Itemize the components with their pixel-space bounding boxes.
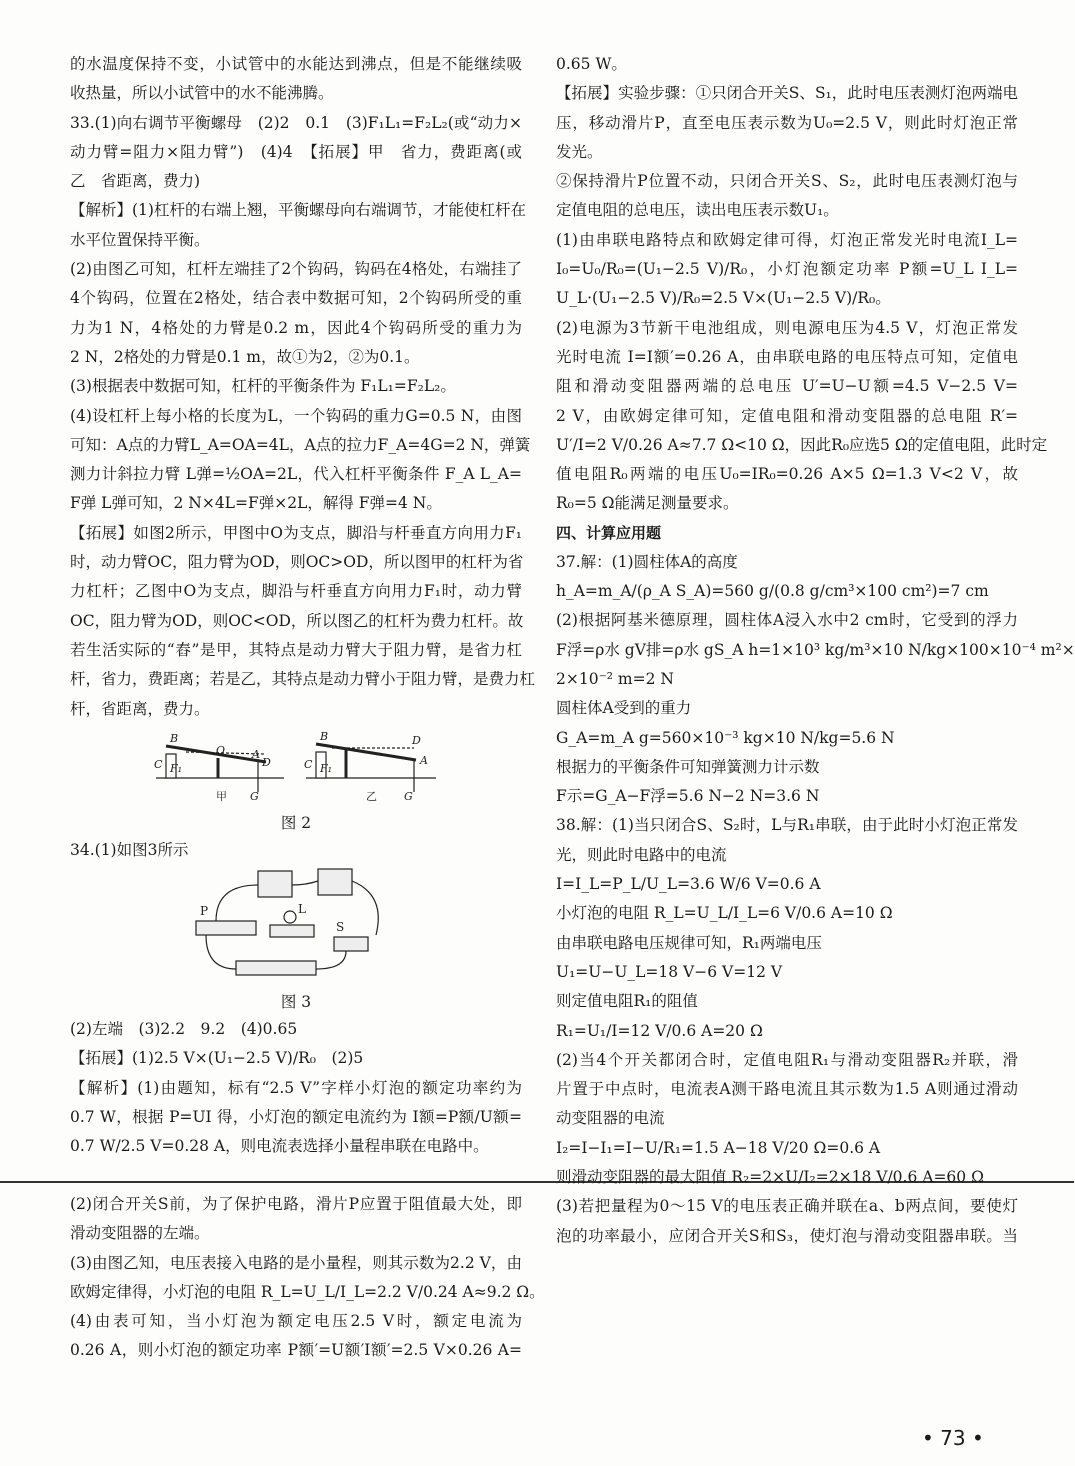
- text-line: (2)电源为3节新干电池组成，则电源电压为4.5 V，灯泡正常发: [556, 318, 1018, 337]
- fig2-label: G: [250, 789, 259, 803]
- text-line: 0.26 A，则小灯泡的额定功率 P额′=U额′I额′=2.5 V×0.26 A=: [70, 1341, 522, 1360]
- text-line: (4)设杠杆上每小格的长度为L，一个钩码的重力G=0.5 N，由图: [70, 406, 522, 425]
- text-line: 33.(1)向右调节平衡螺母 (2)2 0.1 (3)F₁L₁=F₂L₂(或“动力×: [70, 113, 522, 132]
- text-line: 4个钩码，位置在2格处，结合表中数据可知，2个钩码所受的重: [70, 289, 522, 308]
- text-line: 欧姆定律得，小灯泡的电阻 R_L=U_L/I_L=2.2 V/0.24 A≈9.2 Ω。: [70, 1282, 545, 1301]
- text-line: F示=G_A−F浮=5.6 N−2 N=3.6 N: [556, 787, 820, 806]
- fig2-label: A: [420, 753, 428, 767]
- figure-3-caption: 图 3: [280, 993, 312, 1012]
- text-line: (2)左端 (3)2.2 9.2 (4)0.65: [70, 1020, 298, 1039]
- text-line: F浮=ρ水 gV排=ρ水 gS_A h=1×10³ kg/m³×10 N/kg×100×10⁻⁴ m²×: [556, 640, 1075, 659]
- fig2-label: G: [404, 789, 413, 803]
- text-line: (3)由图乙知，电压表接入电路的是小量程，则其示数为2.2 V，由: [70, 1253, 522, 1272]
- left-column: [70, 50, 536, 1162]
- fig2-label: C: [154, 757, 163, 771]
- fig2-label: O: [216, 743, 226, 757]
- text-line: (3)若把量程为0～15 V的电压表正确并联在a、b两点间，要使灯: [556, 1197, 1018, 1216]
- text-line: 定值电阻的总电压，读出电压表示数U₁。: [556, 201, 839, 220]
- text-line: 乙 省距离，费力): [70, 172, 201, 191]
- fig2-label: C: [304, 757, 313, 771]
- text-line: 【拓展】(1)2.5 V×(U₁−2.5 V)/R₀ (2)5: [70, 1049, 364, 1068]
- fig3-label: P: [200, 904, 209, 919]
- text-line: 小灯泡的电阻 R_L=U_L/I_L=6 V/0.6 A=10 Ω: [556, 904, 893, 923]
- text-line: 滑动变阻器的左端。: [70, 1224, 210, 1243]
- right-column: [556, 50, 1075, 1251]
- text-line: 光时电流 I=I额′=0.26 A，由串联电路的电压特点可知，定值电: [556, 347, 1018, 366]
- text-line: 杆，省距离，费力。: [70, 699, 210, 718]
- text-line: 收热量，所以小试管中的水不能沸腾。: [70, 84, 334, 103]
- text-line: 可知：A点的力臂L_A=OA=4L，A点的拉力F_A=4G=2 N，弹簧: [70, 435, 531, 454]
- figure-2: [70, 724, 522, 836]
- text-line: (2)由图乙可知，杠杆左端挂了2个钩码，钩码在4格处，右端挂了: [70, 260, 522, 279]
- text-line: 2×10⁻² m=2 N: [556, 669, 674, 688]
- text-line: 的水温度保持不变，小试管中的水能达到沸点，但是不能继续吸: [70, 55, 522, 73]
- text-line: 0.7 W，根据 P=UI 得，小灯泡的额定电流约为 I额=P额/U额=: [70, 1108, 522, 1127]
- figure-3: [70, 865, 522, 1015]
- text-line: U₁=U−U_L=18 V−6 V=12 V: [556, 962, 783, 981]
- text-line: (3)根据表中数据可知，杠杆的平衡条件为 F₁L₁=F₂L₂。: [70, 377, 456, 396]
- fig3-label: L: [298, 902, 306, 917]
- text-line: 杆，省力，费距离；若是乙，其特点是动力臂小于阻力臂，是费力杠: [70, 670, 536, 689]
- text-line: 根据力的平衡条件可知弹簧测力计示数: [556, 757, 820, 776]
- text-line: (1)由串联电路特点和欧姆定律可得，灯泡正常发光时电流I_L=: [556, 230, 1018, 249]
- page-number: • 73 •: [922, 1426, 984, 1450]
- text-line: 压，移动滑片P，直至电压表示数为U₀=2.5 V，则此时灯泡正常: [556, 113, 1018, 132]
- text-line: 动变阻器的电流: [556, 1109, 665, 1128]
- text-line: 2 V，由欧姆定律可知，定值电阻和滑动变阻器的总电阻 R′=: [556, 406, 1018, 425]
- text-line: 2 N，2格处的力臂是0.1 m，故①为2，②为0.1。: [70, 347, 420, 366]
- text-line: 阻和滑动变阻器两端的总电压 U′=U−U额=4.5 V−2.5 V=: [556, 377, 1018, 396]
- fig2-label: 乙: [366, 789, 377, 803]
- text-line: 片置于中点时，电流表A测干路电流且其示数为1.5 A则通过滑动: [556, 1080, 1018, 1099]
- fig3-label: S: [336, 920, 345, 935]
- text-line: I₂=I−I₁=I−U/R₁=1.5 A−18 V/20 Ω=0.6 A: [556, 1138, 881, 1157]
- text-line: (2)当4个开关都闭合时，定值电阻R₁与滑动变阻器R₂并联，滑: [556, 1050, 1018, 1069]
- text-line: 力杠杆；乙图中O为支点，脚沿与杆垂直方向用力F₁时，动力臂: [70, 582, 522, 601]
- text-line: 力为1 N，4格处的力臂是0.2 m，因此4个钩码所受的重力为: [70, 318, 522, 337]
- text-line: 值电阻R₀两端的电压U₀=IR₀=0.26 A×5 Ω=1.3 V<2 V，故: [556, 465, 1018, 484]
- text-line: 37.解：(1)圆柱体A的高度: [556, 552, 738, 571]
- text-line: R₀=5 Ω能满足测量要求。: [556, 494, 739, 513]
- text-line: 【拓展】如图2所示，甲图中O为支点，脚沿与杆垂直方向用力F₁: [70, 523, 522, 542]
- text-line: 泡的功率最小，应闭合开关S和S₃，使灯泡与滑动变阻器串联。当: [556, 1226, 1018, 1245]
- fig2-label: F₁: [320, 761, 333, 775]
- fig2-label: D: [262, 755, 271, 769]
- text-line: 34.(1)如图3所示: [70, 840, 189, 859]
- text-line: 动力臂=阻力×阻力臂”) (4)4 【拓展】甲 省力，费距离(或: [70, 142, 522, 161]
- text-line: 0.65 W。: [556, 55, 627, 73]
- section-heading: 四、计算应用题: [556, 523, 662, 542]
- text-line: (2)根据阿基米德原理，圆柱体A浸入水中2 cm时，它受到的浮力: [556, 611, 1018, 630]
- left-column-bottom: [70, 1190, 545, 1366]
- text-line: 发光。: [556, 142, 603, 161]
- text-line: (4)由表可知，当小灯泡为额定电压2.5 V时，额定电流为: [70, 1312, 522, 1331]
- text-line: 由串联电路电压规律可知，R₁两端电压: [556, 933, 822, 952]
- text-line: (2)闭合开关S前，为了保护电路，滑片P应置于阻值最大处，即: [70, 1195, 522, 1213]
- text-line: h_A=m_A/(ρ_A S_A)=560 g/(0.8 g/cm³×100 cm²)=7 cm: [556, 582, 989, 601]
- fig2-label: B: [170, 731, 179, 745]
- text-line: 光，则此时电路中的电流: [556, 845, 727, 864]
- text-line: 圆柱体A受到的重力: [556, 699, 692, 718]
- circuit-photo: [186, 865, 406, 985]
- fig2-label: 甲: [216, 789, 227, 803]
- text-line: 测力计斜拉力臂 L弹=½OA=2L，代入杠杆平衡条件 F_A L_A=: [70, 465, 522, 484]
- text-line: I=I_L=P_L/U_L=3.6 W/6 V=0.6 A: [556, 875, 821, 894]
- text-line: 则定值电阻R₁的阻值: [556, 992, 698, 1011]
- lever-diagram: [146, 724, 446, 806]
- text-line: U′/I=2 V/0.26 A≈7.7 Ω<10 Ω，因此R₀应选5 Ω的定值电阻，此时定: [556, 435, 1048, 454]
- text-line: F弹 L弹可知，2 N×4L=F弹×2L，解得 F弹=4 N。: [70, 494, 442, 513]
- text-line: 38.解：(1)当只闭合S、S₂时，L与R₁串联，由于此时小灯泡正常发: [556, 816, 1018, 835]
- text-line: 【解析】(1)由题知，标有“2.5 V”字样小灯泡的额定功率约为: [70, 1078, 522, 1097]
- text-line: G_A=m_A g=560×10⁻³ kg×10 N/kg=5.6 N: [556, 728, 895, 747]
- fig2-label: B: [320, 729, 329, 743]
- figure-2-caption: 图 2: [280, 813, 312, 832]
- text-line: 若生活实际的“舂”是甲，其特点是动力臂大于阻力臂，是省力杠: [70, 640, 522, 659]
- text-line: I₀=U₀/R₀=(U₁−2.5 V)/R₀，小灯泡额定功率 P额=U_L I_L=: [556, 260, 1018, 279]
- text-line: 【拓展】实验步骤：①只闭合开关S、S₁，此时电压表测灯泡两端电: [556, 84, 1018, 103]
- text-line: ②保持滑片P位置不动，只闭合开关S、S₂，此时电压表测灯泡与: [556, 172, 1018, 191]
- fig2-label: D: [412, 733, 421, 747]
- text-line: 时，动力臂OC，阻力臂为OD，则OC>OD，所以图甲的杠杆为省: [70, 553, 524, 572]
- text-line: R₁=U₁/I=12 V/0.6 A=20 Ω: [556, 1021, 763, 1040]
- fig2-label: F₁: [170, 761, 183, 775]
- text-line: 水平位置保持平衡。: [70, 230, 210, 249]
- text-line: U_L·(U₁−2.5 V)/R₀=2.5 V×(U₁−2.5 V)/R₀。: [556, 289, 891, 308]
- text-line: 则滑动变阻器的最大阻值 R₂=2×U/I₂=2×18 V/0.6 A=60 Ω: [556, 1167, 984, 1186]
- text-line: OC，阻力臂为OD，则OC<OD，所以图乙的杠杆为费力杠杆。故: [70, 611, 524, 630]
- fig2-label: A: [252, 747, 260, 761]
- text-line: 0.7 W/2.5 V=0.28 A，则电流表选择小量程串联在电路中。: [70, 1137, 489, 1156]
- text-line: 【解析】(1)杠杆的右端上翘，平衡螺母向右端调节，才能使杠杆在: [70, 201, 526, 220]
